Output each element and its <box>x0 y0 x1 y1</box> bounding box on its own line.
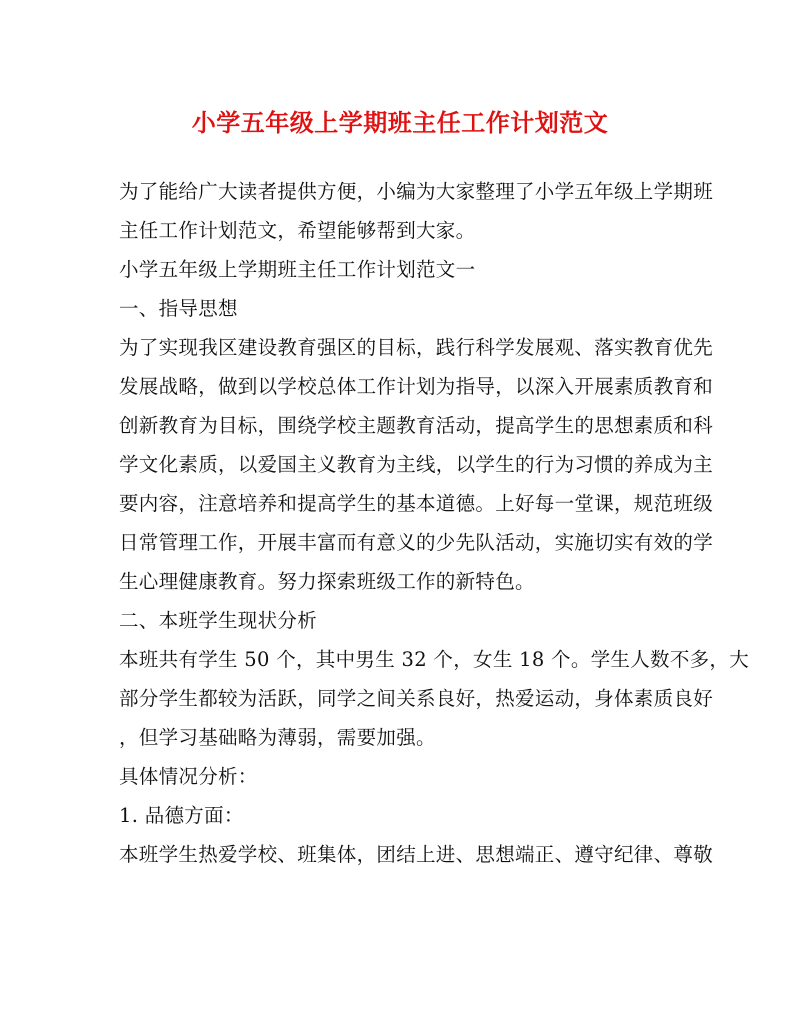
paragraph-line: 本班共有学生 50 个，其中男生 32 个，女生 18 个。学生人数不多，大 <box>119 648 750 671</box>
section-heading: 二、本班学生现状分析 <box>119 609 318 632</box>
subsection-heading: 具体情况分析： <box>119 765 258 788</box>
paragraph-line: 主任工作计划范文，希望能够帮到大家。 <box>119 219 476 242</box>
section-heading: 小学五年级上学期班主任工作计划范文一 <box>119 258 476 281</box>
paragraph-line: 要内容，注意培养和提高学生的基本道德。上好每一堂课，规范班级 <box>119 492 714 515</box>
document-title: 小学五年级上学期班主任工作计划范文 <box>191 108 609 137</box>
paragraph-line: 部分学生都较为活跃，同学之间关系良好，热爱运动，身体素质良好 <box>119 687 714 710</box>
paragraph-line: ，但学习基础略为薄弱，需要加强。 <box>119 726 436 749</box>
section-heading: 一、指导思想 <box>119 297 238 320</box>
paragraph-line: 为了实现我区建设教育强区的目标，践行科学发展观、落实教育优先 <box>119 336 714 359</box>
paragraph-line: 日常管理工作，开展丰富而有意义的少先队活动，实施切实有效的学 <box>119 531 714 554</box>
subsection-heading: 1. 品德方面： <box>119 804 244 827</box>
paragraph-line: 为了能给广大读者提供方便，小编为大家整理了小学五年级上学期班 <box>119 180 714 203</box>
paragraph-line: 创新教育为目标，围绕学校主题教育活动，提高学生的思想素质和科 <box>119 414 714 437</box>
paragraph-line: 本班学生热爱学校、班集体，团结上进、思想端正、遵守纪律、尊敬 <box>119 843 714 866</box>
paragraph-line: 生心理健康教育。努力探索班级工作的新特色。 <box>119 570 535 593</box>
paragraph-line: 学文化素质，以爱国主义教育为主线，以学生的行为习惯的养成为主 <box>119 453 714 476</box>
paragraph-line: 发展战略，做到以学校总体工作计划为指导，以深入开展素质教育和 <box>119 375 714 398</box>
document-body <box>119 172 750 874</box>
